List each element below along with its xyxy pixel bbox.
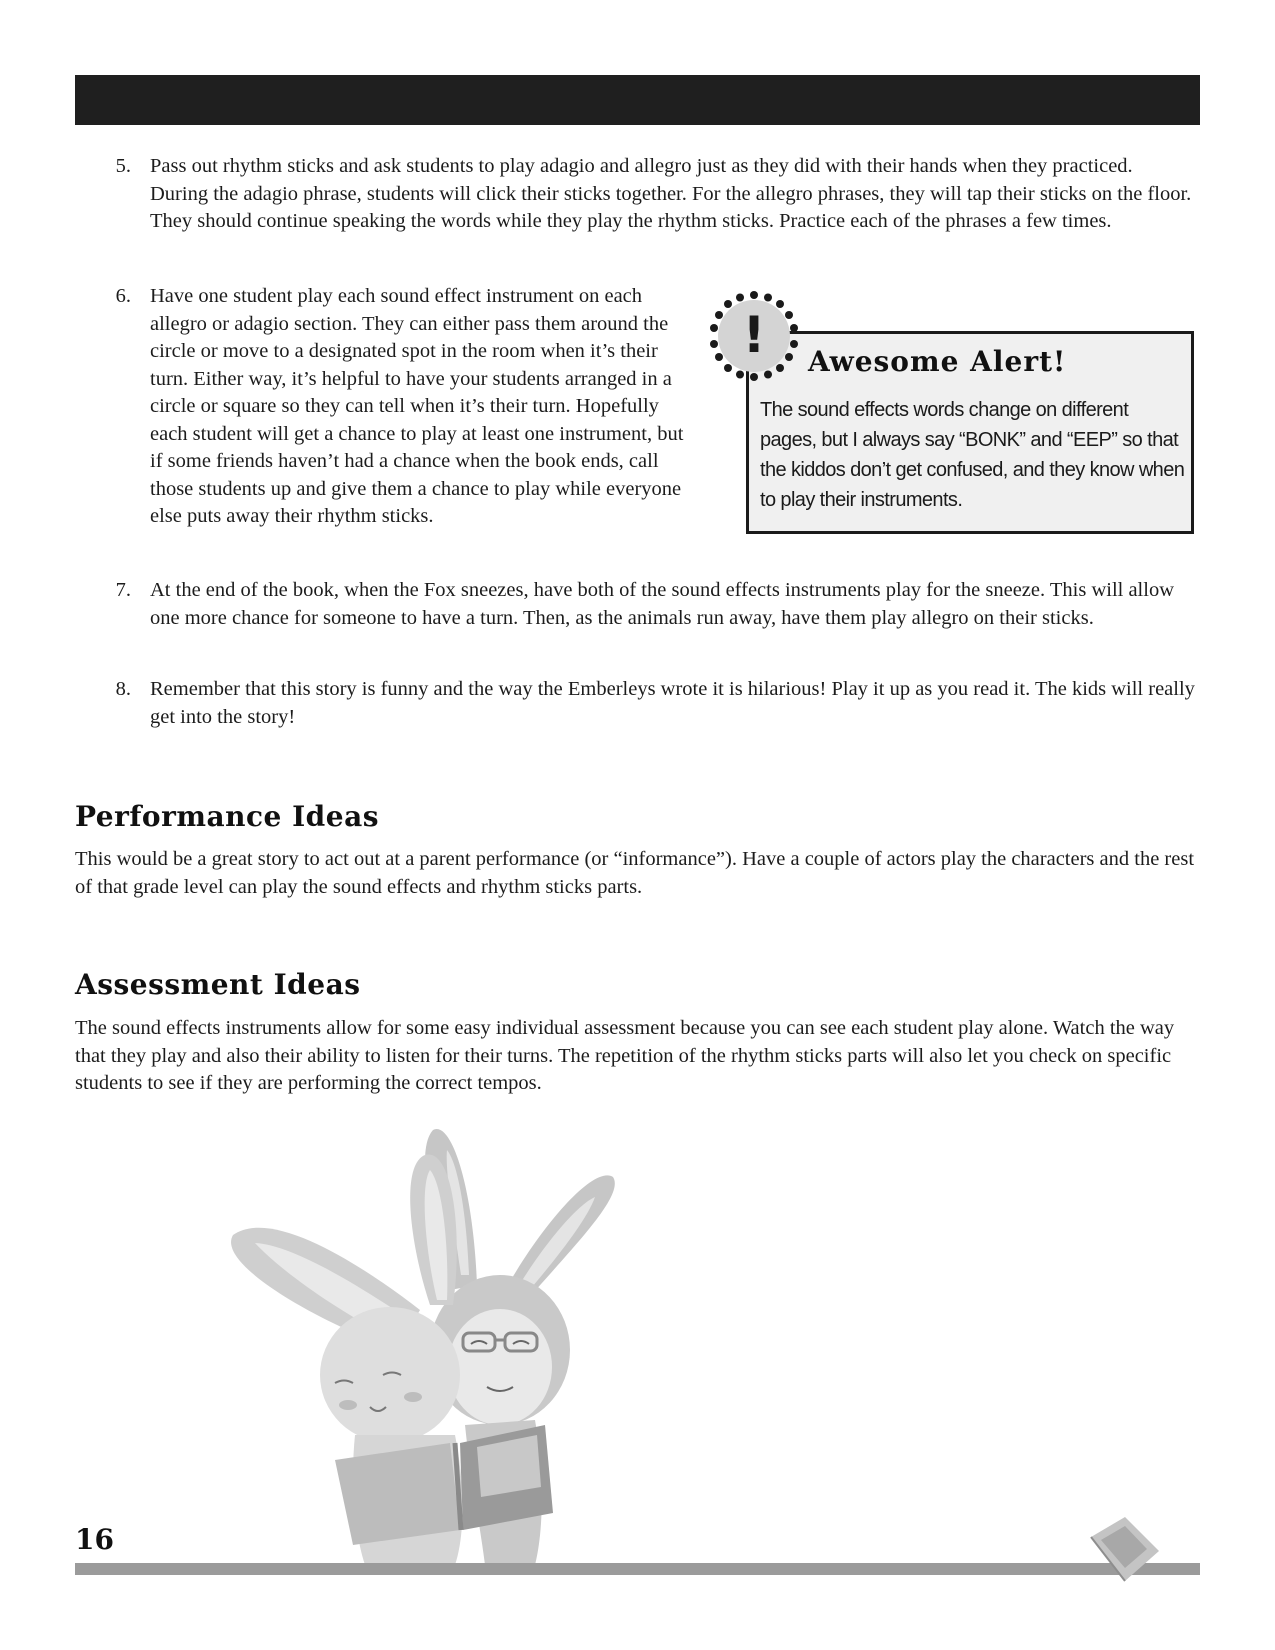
- step-text: Have one student play each sound effect instrument on each allegro or adagio section. They can either pass them around the circle or move to a designated spot in the room when it’s their turn. Either way, it’s helpful to have your students arranged in a circle or square so they can tell when it’s their turn. Hopefully each student will get a chance to play at least one instrument, but if some friends haven’t had a chance when the book ends, call those students up and give them a chance to play while everyone else puts away their rhythm sticks.: [150, 285, 684, 527]
- assessment-heading: Assessment Ideas: [75, 968, 361, 1001]
- step-text: Remember that this story is funny and the way the Emberleys wrote it is hilarious! Play it up as you read it. The kids will really get into the story!: [150, 678, 1195, 728]
- page-number: 16: [75, 1523, 114, 1556]
- alert-symbol: !: [742, 306, 766, 364]
- performance-heading: Performance Ideas: [75, 800, 379, 833]
- assessment-text: The sound effects instruments allow for some easy individual assessment because you can see each student play alone. Watch the way that they play and also their ability to listen for their turns. The repetition of the rhythm sticks parts will also let you check on specific students to see if they are performing the correct tempos.: [75, 1017, 1175, 1094]
- step-number: 6.: [115, 285, 131, 307]
- list-item-step-8: [105, 676, 1195, 731]
- list-item-step-7: [105, 577, 1195, 632]
- step-number: 5.: [115, 155, 131, 177]
- performance-text: This would be a great story to act out at a parent performance (or “informance”). Have a couple of actors play the characters and the rest of that grade level can play the sound effects and rhythm sticks parts.: [75, 848, 1195, 898]
- exclamation-badge-icon: [708, 290, 800, 382]
- list-item-step-5: [105, 153, 1195, 236]
- step-text: Pass out rhythm sticks and ask students to play adagio and allegro just as they did with their hands when they practiced. During the adagio phrase, students will click their sticks together. For the allegro phrases, they will tap their sticks on the floor. They should continue speaking the words while they play the rhythm sticks. Practice each of the phrases a few times.: [150, 155, 1192, 232]
- book-icon: [1085, 1515, 1165, 1585]
- step-text: At the end of the book, when the Fox sneezes, have both of the sound effects instruments play for the sneeze. This will allow one more chance for someone to have a turn. Then, as the animals run away, have them play allegro on their sticks.: [150, 579, 1174, 629]
- footer-bar: [75, 1563, 1200, 1575]
- list-item-step-6: [105, 283, 690, 531]
- step-number: 7.: [115, 579, 131, 601]
- step-number: 8.: [115, 678, 131, 700]
- alert-title: Awesome Alert!: [808, 345, 1067, 378]
- header-bar: [75, 75, 1200, 125]
- alert-text: The sound effects words change on different pages, but I always say “BONK” and “EEP” so that the kiddos don’t get confused, and they know when to play their instruments.: [760, 399, 1185, 511]
- bunnies-reading-illustration: [215, 1125, 645, 1570]
